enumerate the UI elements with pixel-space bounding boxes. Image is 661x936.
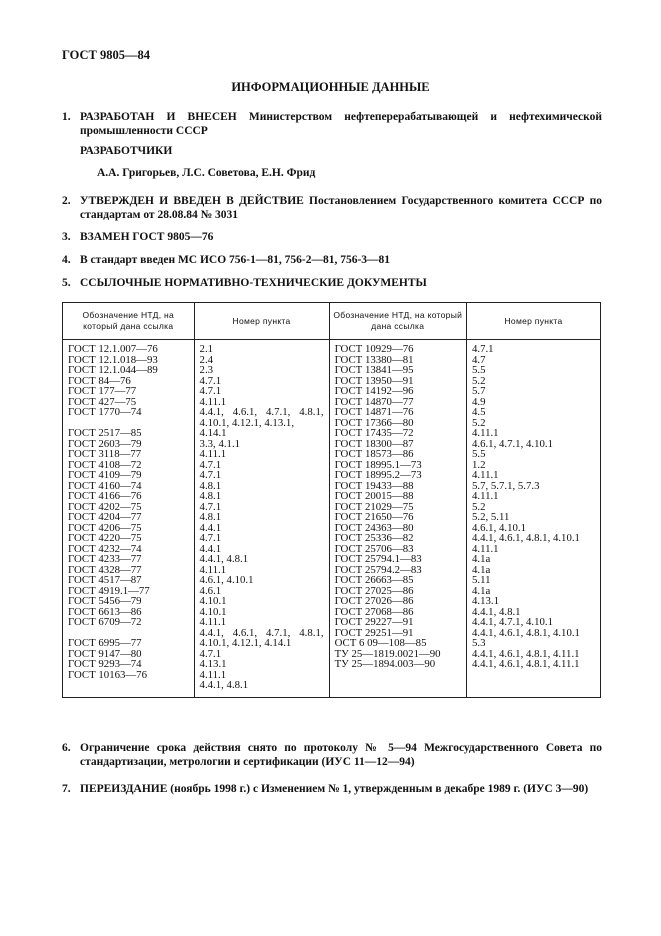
right-clause: 5.5	[471, 448, 486, 460]
table-body-row	[63, 340, 601, 698]
left-designation: ГОСТ 4202—75	[68, 500, 142, 513]
col-header-ntd-left: Обозначение НТД, на который дана ссылка	[63, 303, 195, 340]
right-designation: ГОСТ 27068—86	[334, 605, 414, 618]
document-header: ГОСТ 9805—84	[62, 48, 151, 62]
left-designation: ГОСТ 4517—87	[68, 574, 142, 586]
right-designation: ГОСТ 25794.2—83	[334, 563, 422, 576]
right-designation: ГОСТ 13380—81	[334, 353, 414, 366]
left-designation: ГОСТ 9147—80	[68, 647, 142, 660]
left-designation: ГОСТ 3118—77	[68, 448, 142, 460]
right-designation: ГОСТ 10929—76	[334, 343, 414, 355]
right-clause: 4.4.1, 4.6.1, 4.8.1, 4.10.1	[471, 532, 580, 544]
section-6-number: 6.	[62, 742, 71, 754]
right-clause: 4.11.1	[471, 542, 499, 555]
left-designation: ГОСТ 84—76	[68, 374, 131, 387]
section-2-number: 2.	[62, 195, 71, 207]
right-clause: 4.13.1	[471, 595, 499, 607]
left-clause-cont: 4.10.1, 4.12.1, 4.13.1, 4.14.1	[199, 416, 295, 439]
left-clause: 4.7.1	[199, 532, 222, 544]
right-designations-column	[329, 340, 466, 698]
left-clause: 4.10.1	[199, 605, 227, 618]
left-clause: 4.8.1	[199, 490, 222, 502]
developers-names: А.А. Григорьев, Л.С. Советова, Е.Н. Фрид	[97, 167, 316, 179]
developers-label: РАЗРАБОТЧИКИ	[80, 145, 173, 157]
right-designation: ТУ 25—1894.003—90	[334, 658, 436, 670]
left-clause: 2.1	[199, 343, 214, 355]
right-clause: 4.7	[471, 353, 486, 366]
right-clause: 4.4.1, 4.6.1, 4.8.1, 4.11.1	[471, 647, 580, 660]
left-designation: ГОСТ 6995—77	[68, 637, 142, 649]
left-designation: ГОСТ 427—75	[68, 395, 137, 408]
right-clause: 4.1а	[471, 563, 491, 576]
section-7-number: 7.	[62, 783, 71, 795]
section-4	[62, 253, 602, 267]
left-clause: 4.4.1, 4.6.1, 4.7.1, 4.8.1,	[199, 626, 324, 639]
right-clause: 5.3	[471, 637, 486, 649]
right-clause: 4.1а	[471, 584, 491, 597]
references-table	[62, 302, 601, 698]
left-designation: ГОСТ 12.1.044—89	[68, 364, 158, 376]
left-clause: 4.13.1	[199, 658, 227, 670]
left-clause: 4.6.1, 4.10.1	[199, 574, 254, 586]
left-clause: 3.3, 4.1.1	[199, 437, 241, 450]
left-clause: 4.4.1	[199, 542, 222, 555]
section-6	[62, 741, 602, 769]
right-clause: 5.7	[471, 385, 486, 397]
right-designation: ГОСТ 17366—80	[334, 416, 414, 429]
right-designation: ГОСТ 24363—80	[334, 521, 414, 534]
left-clause: 4.4.1	[199, 521, 222, 534]
section-5-number: 5.	[62, 277, 71, 289]
right-clause: 5.7, 5.7.1, 5.7.3	[471, 479, 540, 492]
left-clause: 4.11.1	[199, 563, 227, 576]
right-clause: 1.2	[471, 458, 486, 471]
left-designation: ГОСТ 6613—86	[68, 605, 142, 618]
right-clause: 5.2	[471, 374, 486, 387]
right-clause: 5.2	[471, 500, 486, 513]
col-header-clause-right: Номер пункта	[466, 303, 600, 340]
right-clause: 4.11.1	[471, 490, 499, 502]
right-clause: 4.1а	[471, 553, 491, 565]
left-clause: 4.7.1	[199, 458, 222, 471]
section-5	[62, 276, 602, 290]
left-designation: ГОСТ 4206—75	[68, 521, 142, 534]
right-designation: ГОСТ 27026—86	[334, 595, 414, 607]
left-designation: ГОСТ 4166—76	[68, 490, 142, 502]
table-header-row	[63, 303, 601, 340]
section-2	[62, 194, 602, 222]
right-clause: 4.11.1	[471, 427, 499, 439]
left-clause: 4.8.1	[199, 479, 222, 492]
right-designation: ГОСТ 14871—76	[334, 406, 414, 418]
left-designation: ГОСТ 12.1.018—93	[68, 353, 158, 366]
left-designation: ГОСТ 2517—85	[68, 427, 142, 439]
section-1	[62, 110, 602, 138]
section-3	[62, 230, 602, 244]
right-designation: ГОСТ 18995.1—73	[334, 458, 422, 471]
left-clause: 4.11.1	[199, 448, 227, 460]
right-designation: ГОСТ 21650—76	[334, 511, 414, 523]
right-clause: 4.9	[471, 395, 486, 408]
right-designation: ГОСТ 18573—86	[334, 448, 414, 460]
left-designation: ГОСТ 5456—79	[68, 595, 142, 607]
right-designation: ГОСТ 29227—91	[334, 616, 414, 628]
left-designation: ГОСТ 4109—79	[68, 469, 142, 481]
left-designation: ГОСТ 12.1.007—76	[68, 343, 158, 355]
left-designations-column	[63, 340, 195, 698]
right-designation: ГОСТ 18995.2—73	[334, 469, 422, 481]
section-7-text: ПЕРЕИЗДАНИЕ (ноябрь 1998 г.) с Изменением № 1, утвержденным в декабре 1989 г. (ИУС 3—90)	[80, 783, 589, 795]
right-designation: ГОСТ 14870—77	[334, 395, 414, 408]
left-designation: ГОСТ 10163—76	[68, 668, 147, 681]
right-clause: 4.6.1, 4.7.1, 4.10.1	[471, 437, 553, 450]
left-clause: 4.7.1	[199, 469, 222, 481]
right-clauses-column	[466, 340, 600, 698]
right-designation: ГОСТ 29251—91	[334, 626, 414, 639]
left-clause: 4.7.1	[199, 647, 222, 660]
right-designation: ГОСТ 21029—75	[334, 500, 414, 513]
left-designation: ГОСТ 177—77	[68, 385, 137, 397]
left-designation: ГОСТ 9293—74	[68, 658, 142, 670]
left-designation: ГОСТ 4233—77	[68, 553, 142, 565]
right-designation: ГОСТ 27025—86	[334, 584, 414, 597]
left-designation: ГОСТ 4919.1—77	[68, 584, 150, 597]
section-5-text: ССЫЛОЧНЫЕ НОРМАТИВНО-ТЕХНИЧЕСКИЕ ДОКУМЕНТЫ	[80, 277, 427, 289]
right-designation: ГОСТ 26663—85	[334, 574, 414, 586]
left-designation: ГОСТ 1770—74	[68, 406, 142, 418]
left-clause: 2.3	[199, 364, 214, 376]
left-designation: ГОСТ 4204—77	[68, 511, 142, 523]
right-clause: 4.11.1	[471, 469, 499, 481]
right-clause: 5.5	[471, 364, 486, 376]
left-designation: ГОСТ 4220—75	[68, 532, 142, 544]
left-clauses-column	[194, 340, 329, 698]
left-clause: 4.11.1	[199, 395, 227, 408]
right-clause: 4.4.1, 4.7.1, 4.10.1	[471, 616, 553, 628]
left-clause: 4.6.1	[199, 584, 222, 597]
left-clause: 4.8.1	[199, 511, 222, 523]
left-designation: ГОСТ 4108—72	[68, 458, 142, 471]
right-clause: 4.4.1, 4.6.1, 4.8.1, 4.11.1	[471, 658, 580, 670]
page-title: ИНФОРМАЦИОННЫЕ ДАННЫЕ	[231, 80, 430, 94]
col-header-ntd-right: Обозначение НТД, на который дана ссылка	[329, 303, 466, 340]
right-clause: 5.2	[471, 416, 486, 429]
left-designation: ГОСТ 4328—77	[68, 563, 142, 576]
right-designation: ГОСТ 18300—87	[334, 437, 414, 450]
section-2-text: УТВЕРЖДЕН И ВВЕДЕН В ДЕЙСТВИЕ Постановлением Государственного комитета СССР по стандартам от 28.08.84 № 3031	[80, 195, 602, 221]
section-1-text: РАЗРАБОТАН И ВНЕСЕН Министерством нефтеперерабатывающей и нефтехимической промышленности СССР	[80, 111, 602, 137]
left-clause: 4.11.1	[199, 616, 227, 628]
right-designation: ГОСТ 25794.1—83	[334, 553, 422, 565]
right-clause: 4.5	[471, 406, 486, 418]
left-designation: ГОСТ 4160—74	[68, 479, 142, 492]
right-clause: 4.6.1, 4.10.1	[471, 521, 526, 534]
right-clause: 5.2, 5.11	[471, 511, 510, 523]
left-clause: 4.4.1, 4.8.1	[199, 679, 249, 691]
section-4-text: В стандарт введен МС ИСО 756-1—81, 756-2—81, 756-3—81	[80, 254, 391, 266]
col-header-clause-left: Номер пункта	[194, 303, 329, 340]
right-designation: ГОСТ 25706—83	[334, 542, 414, 555]
left-clause: 4.4.1, 4.8.1	[199, 553, 249, 565]
right-clause: 4.4.1, 4.8.1	[471, 605, 521, 618]
right-designation: ОСТ 6 09—108—85	[334, 637, 427, 649]
section-4-number: 4.	[62, 254, 71, 266]
right-designation: ГОСТ 20015—88	[334, 490, 414, 502]
section-1-number: 1.	[62, 111, 71, 123]
right-clause: 5.11	[471, 574, 491, 586]
right-designation: ГОСТ 19433—88	[334, 479, 414, 492]
left-clause: 2.4	[199, 353, 214, 366]
left-designation: ГОСТ 4232—74	[68, 542, 142, 555]
right-clause: 4.4.1, 4.6.1, 4.8.1, 4.10.1	[471, 626, 580, 639]
left-clause: 4.7.1	[199, 385, 222, 397]
left-designation: ГОСТ 2603—79	[68, 437, 142, 450]
right-designation: ГОСТ 17435—72	[334, 427, 414, 439]
left-clause-cont: 4.10.1, 4.12.1, 4.14.1	[199, 637, 292, 649]
section-6-text: Ограничение срока действия снято по протоколу № 5—94 Межгосударственного Совета по стандартизации, метрологии и сертификации (ИУС 11—12—94)	[80, 742, 602, 768]
left-clause: 4.4.1, 4.6.1, 4.7.1, 4.8.1,	[199, 406, 324, 418]
right-designation: ГОСТ 13950—91	[334, 374, 414, 387]
right-designation: ТУ 25—1819.0021—90	[334, 647, 441, 660]
right-clause: 4.7.1	[471, 343, 494, 355]
section-3-text: ВЗАМЕН ГОСТ 9805—76	[80, 231, 214, 243]
left-clause: 4.10.1	[199, 595, 227, 607]
right-designation: ГОСТ 13841—95	[334, 364, 414, 376]
section-3-number: 3.	[62, 231, 71, 243]
left-clause: 4.7.1	[199, 374, 222, 387]
left-clause: 4.7.1	[199, 500, 222, 513]
section-7	[62, 782, 602, 796]
left-designation: ГОСТ 6709—72	[68, 616, 142, 628]
right-designation: ГОСТ 25336—82	[334, 532, 414, 544]
left-clause: 4.11.1	[199, 668, 227, 681]
right-designation: ГОСТ 14192—96	[334, 385, 414, 397]
